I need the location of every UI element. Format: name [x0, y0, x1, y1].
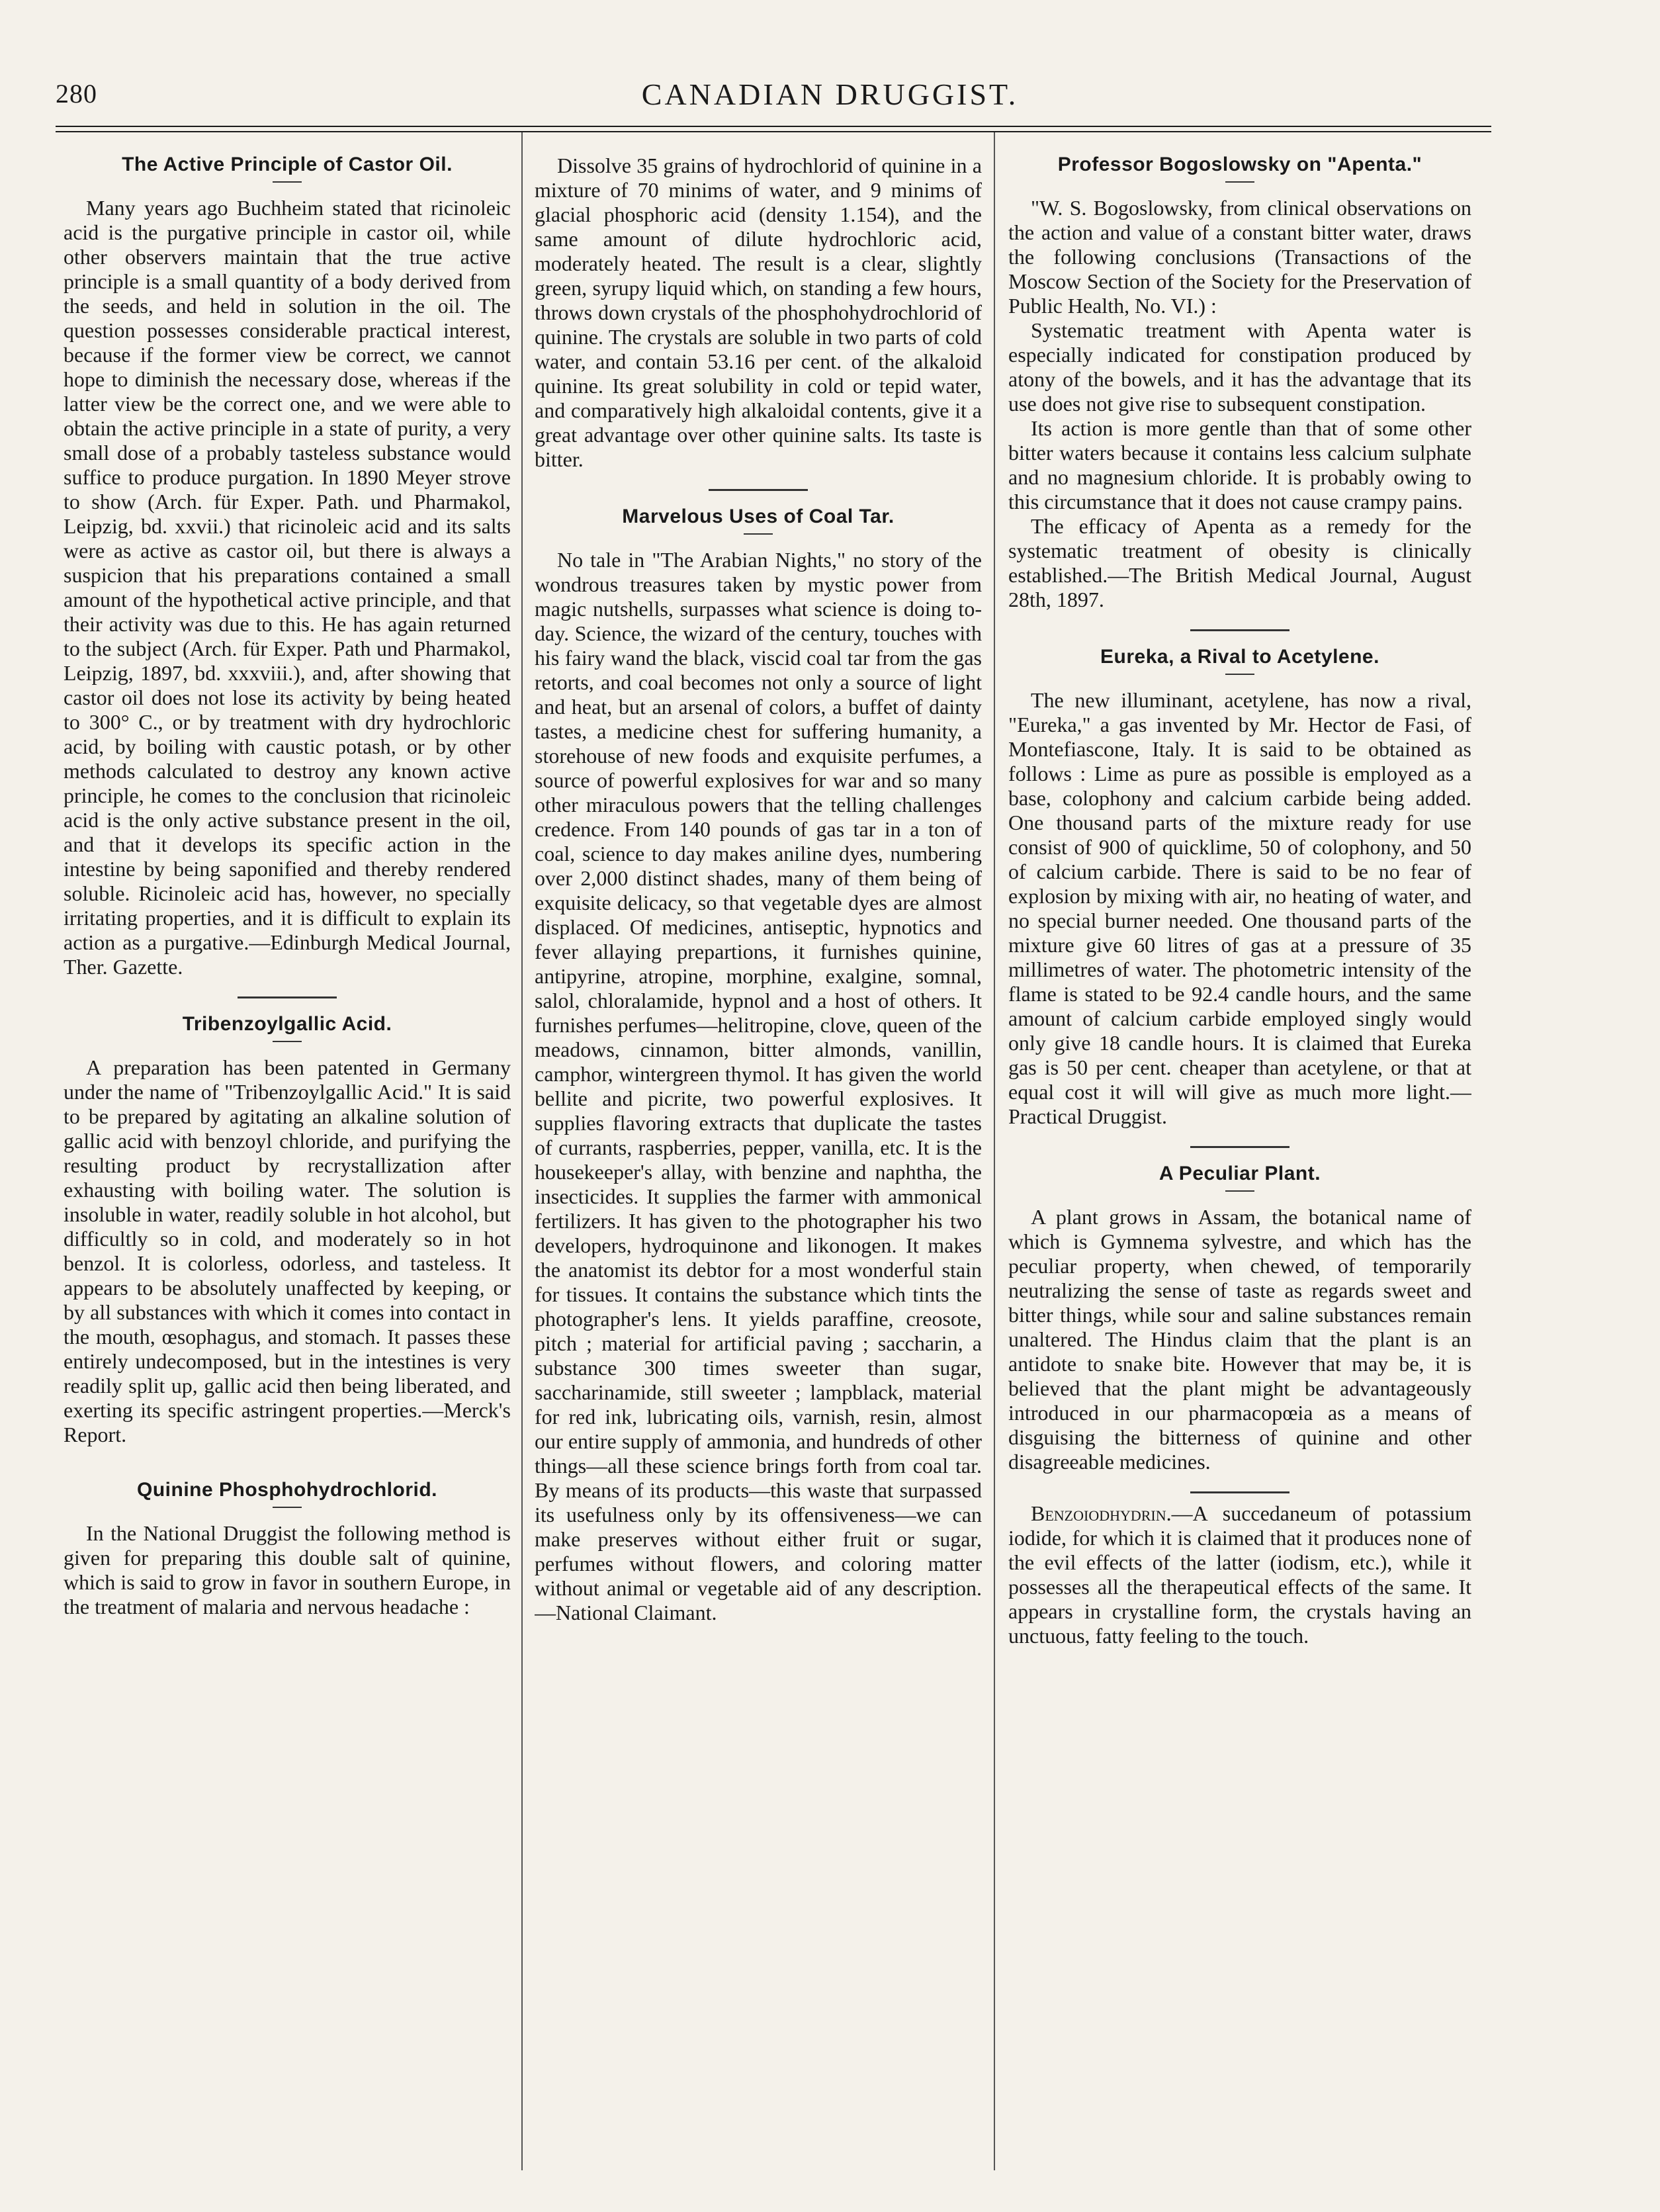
article-title: Professor Bogoslowsky on "Apenta." [1057, 154, 1422, 175]
article-title: Tribenzoylgallic Acid. [182, 1013, 392, 1035]
article-title: A Peculiar Plant. [1158, 1163, 1321, 1184]
column-divider [994, 132, 995, 2170]
article-body: The new illuminant, acetylene, has now a rival, "Eureka," a gas invented by Mr. Hector de Fasi, of Montefiascone, Italy. It is said to be obtained as follows : Lime as pure as possible is employed as a base, colophony and calcium carbide being added. One thousand parts of the mixture ready for use consist of 900 of quicklime, 50 of colophony, and 50 of calcium carbide. There is said to be no fear of explosion by mixing with air, no heating of water, and no special burner needed. One thousand parts of the mixture give 60 litres of gas at a pressure of 35 millimetres of water. The photometric intensity of the flame is stated to be 92.4 candle hours, and the same amount of calcium carbide employed singly would only give 18 candle hours. It is claimed that Eureka gas is 50 per cent. cheaper than acetylene, or that at equal cost it will will give as much more light.—Practical Druggist. [1008, 688, 1471, 1128]
article-title: The Active Principle of Castor Oil. [122, 154, 453, 175]
title-dash [273, 1507, 302, 1508]
article-paragraph: The efficacy of Apenta as a remedy for the systematic treatment of obesity is clinically established.—The British Medical Journal, August 28th, 1897. [1008, 514, 1471, 611]
article-title: Marvelous Uses of Coal Tar. [622, 506, 895, 527]
column-middle [535, 139, 982, 2164]
article-end-rule [1190, 1491, 1289, 1493]
article-title: Quinine Phosphohydrochlorid. [137, 1479, 437, 1501]
column-divider [521, 132, 523, 2170]
title-dash [273, 181, 302, 183]
article-body: In the National Druggist the following method is given for preparing this double salt of quinine, which is said to grow in favor in southern Europe, in the treatment of malaria and nervous headache : [64, 1521, 511, 1618]
title-dash [1225, 1190, 1254, 1192]
article-paragraph: Systematic treatment with Apenta water is especially indicated for constipation produced by atony of the bowels, and it has the advantage that its use does not give rise to subsequent constipation. [1008, 318, 1471, 416]
column-left [64, 139, 511, 2164]
article-body: Dissolve 35 grains of hydrochlorid of quinine in a mixture of 70 minims of water, and 9 minims of glacial phosphoric acid (density 1.154), and the same amount of dilute hydrochloric acid, moderately heated. The result is a clear, slightly green, syrupy liquid which, on standing a few hours, throws down crystals of the phosphohydrochlorid of quinine. The crystals are soluble in two parts of cold water, and contain 53.16 per cent. of the alkaloid quinine. Its great solubility in cold or tepid water, and comparatively high alkaloidal contents, give it a great advantage over other quinine salts. Its taste is bitter. [535, 154, 982, 471]
entry-text: —A succedaneum of potassium iodide, for which it is claimed that it produces none of the evil effects of the latter (iodism, etc.), while it possesses all the therapeutical effects of the same. It appears in crystalline form, the crystals having an unctuous, fatty feeling to the touch. [1008, 1501, 1471, 1648]
article-body: No tale in "The Arabian Nights," no story of the wondrous treasures taken by mystic power from magic nutshells, surpasses what science is doing to-day. Science, the wizard of the century, touches with his fairy wand the black, viscid coal tar from the gas retorts, and coal becomes not only a source of light and heat, but an arsenal of colors, a buffet of dainty tastes, a medicine chest for suffering humanity, a storehouse of new foods and exquisite perfumes, a source of powerful explosives for war and so many other miraculous powers that the telling challenges credence. From 140 pounds of gas tar in a ton of coal, science to day makes aniline dyes, numbering over 2,000 distinct shades, many of them being of exquisite delicacy, so that vegetable dyes are almost displaced. Of medicines, antiseptic, hypnotics and fever allaying prepartions, it furnishes quinine, antipyrine, atropine, morphine, exalgine, somnal, salol, chloralamide, hypnol and a host of others. It furnishes perfumes—helitropine, clove, queen of the meadows, cinnamon, bitter almonds, vanillin, camphor, wintergreen thymol. It has given the world bellite and picrite, two powerful explosives. It supplies flavoring extracts that duplicate the tastes of currants, raspberries, pepper, vanilla, etc. It is the housekeeper's allay, with benzine and naphtha, the insecticides. It supplies the farmer with ammonical fertilizers. It has given to the photographer his two developers, hydroquinone and likonogen. It makes the anatomist its debtor for a most wonderful stain for tissues. It contains the substance which tints the photographer's lens. It yields paraffine, creosote, pitch ; material for artificial paving ; saccharin, a substance 300 times sweeter than sugar, saccharinamide, still sweeter ; lampblack, material for red ink, lubricating oils, varnish, resin, almost our entire supply of ammonia, and hundreds of other things—all these science brings forth from coal tar. By means of its products—this waste that surpassed its usefulness only by its offensiveness—we can make preserves without either fruit or sugar, perfumes without flowers, and coloring matter without animal or vegetable aid of any description.—National Claimant. [535, 548, 982, 1624]
article-body: A plant grows in Assam, the botanical name of which is Gymnema sylvestre, and which has the peculiar property, when chewed, of temporarily neutralizing the sense of taste as regards sweet and bitter things, while sour and saline substances remain unaltered. The Hindus claim that the plant is an antidote to snake bite. However that may be, it is believed that the plant might be advantageously introduced in our pharmacopœia as a means of disguising the bitterness of quinine and other disagreeable medicines. [1008, 1205, 1471, 1474]
column-right [1008, 139, 1471, 2164]
title-dash [744, 533, 773, 535]
article-body: A preparation has been patented in Germany under the name of "Tribenzoylgallic Acid." It is said to be prepared by agitating an alkaline solution of gallic acid with benzoyl chloride, and purifying the resulting product by recrystallization after exhausting with boiling water. The solution is insoluble in water, readily soluble in hot alcohol, but difficultly so in cold, and moderately so in hot benzol. It is colorless, odorless, and tasteless. It appears to be absolutely unaffected by keeping, or by all substances with which it comes into contact in the mouth, œsophagus, and stomach. It passes these entirely undecomposed, but in the intestines is very readily split up, gallic acid then being liberated, and exerting its specific astringent properties.—Merck's Report. [64, 1055, 511, 1446]
title-dash [1225, 181, 1254, 183]
title-dash [273, 1041, 302, 1042]
article-end-rule [709, 489, 808, 491]
entry-term: Benzoiodhydrin. [1031, 1501, 1172, 1525]
article-body: Many years ago Buchheim stated that ricinoleic acid is the purgative principle in castor oil, while other observers maintain that the true active principle is a small quantity of a body derived from the seeds, and held in solution in the oil. The question possesses considerable practical interest, because if the former view be correct, we cannot hope to diminish the necessary dose, whereas if the latter view be the correct one, and we were able to obtain the active principle in a state of purity, a very small dose of a probably tasteless substance would suffice to produce purgation. In 1890 Meyer strove to show (Arch. für Exper. Path. und Pharmakol, Leipzig, bd. xxvii.) that ricinoleic acid and its salts were as active as castor oil, but there is always a suspicion that his preparations contained a small amount of the hypothetical active principle, and that their activity was due to this. He has again returned to the subject (Arch. für Exper. Path und Pharmakol, Leipzig, 1897, bd. xxxviii.), and, after showing that castor oil does not lose its activity by being heated to 300° C., or by treatment with dry hydrochloric acid, by boiling with caustic potash, or by other methods calculated to destroy any known active principle, he comes to the conclusion that ricinoleic acid is the only active substance present in the oil, and that it develops its specific action in the intestine by being saponified and thereby rendered soluble. Ricinoleic acid has, however, no specially irritating properties, and it is difficult to explain its action as a purgative.—Edinburgh Medical Journal, Ther. Gazette. [64, 196, 511, 979]
running-title: CANADIAN DRUGGIST. [641, 77, 1019, 111]
article-title: Eureka, a Rival to Acetylene. [1100, 646, 1379, 668]
article-end-rule [1190, 629, 1289, 631]
article-body [1008, 1501, 1471, 1648]
article-paragraph: Its action is more gentle than that of some other bitter waters because it contains less calcium sulphate and no magnesium chloride. It is probably owing to this circumstance that it does not cause crampy pains. [1008, 416, 1471, 513]
article-end-rule [238, 996, 337, 998]
article-end-rule [1190, 1146, 1289, 1148]
header-rule [56, 126, 1491, 132]
page-number: 280 [56, 79, 97, 109]
title-dash [1225, 674, 1254, 675]
article-paragraph: "W. S. Bogoslowsky, from clinical observations on the action and value of a constant bitter water, draws the following conclusions (Transactions of the Moscow Section of the Society for the Preservation of Public Health, No. VI.) : [1008, 196, 1471, 318]
